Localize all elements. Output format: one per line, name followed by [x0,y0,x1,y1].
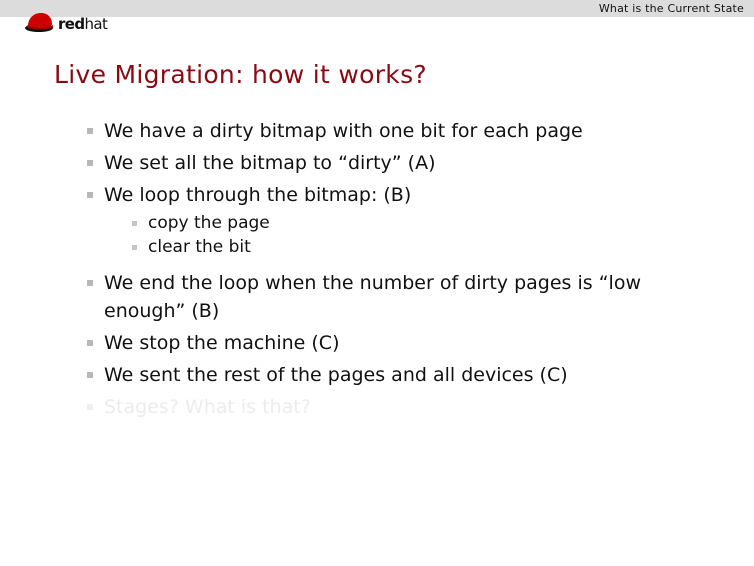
header-bar [0,0,754,17]
bullet-square-icon [132,245,137,250]
bullet-item: We end the loop when the number of dirty pages is “low enough” (B) [86,269,706,325]
bullet-square-icon [87,160,93,166]
sub-bullet-item: clear the bit [131,235,706,259]
bullet-square-icon [87,340,93,346]
redhat-logo [24,9,107,35]
bullet-item-hidden: Stages? What is that? [86,393,706,421]
bullet-item: We have a dirty bitmap with one bit for each page [86,117,706,145]
section-title: What is the Current State [598,2,744,15]
bullet-square-icon [87,280,93,286]
bullet-item: We sent the rest of the pages and all devices (C) [86,361,706,389]
bullet-square-icon [132,221,137,226]
bullet-square-icon [87,404,93,410]
sub-bullet-item: copy the page [131,211,706,235]
sub-bullet-list [131,211,706,259]
bullet-square-icon [87,128,93,134]
logo-text: redhat [58,15,108,33]
bullet-square-icon [87,372,93,378]
bullet-item: We stop the machine (C) [86,329,706,357]
slide-title: Live Migration: how it works? [54,60,427,89]
redhat-hat-icon [24,10,56,34]
bullet-list [86,117,706,425]
bullet-item: We loop through the bitmap: (B) [86,181,706,209]
bullet-item: We set all the bitmap to “dirty” (A) [86,149,706,177]
bullet-square-icon [87,192,93,198]
